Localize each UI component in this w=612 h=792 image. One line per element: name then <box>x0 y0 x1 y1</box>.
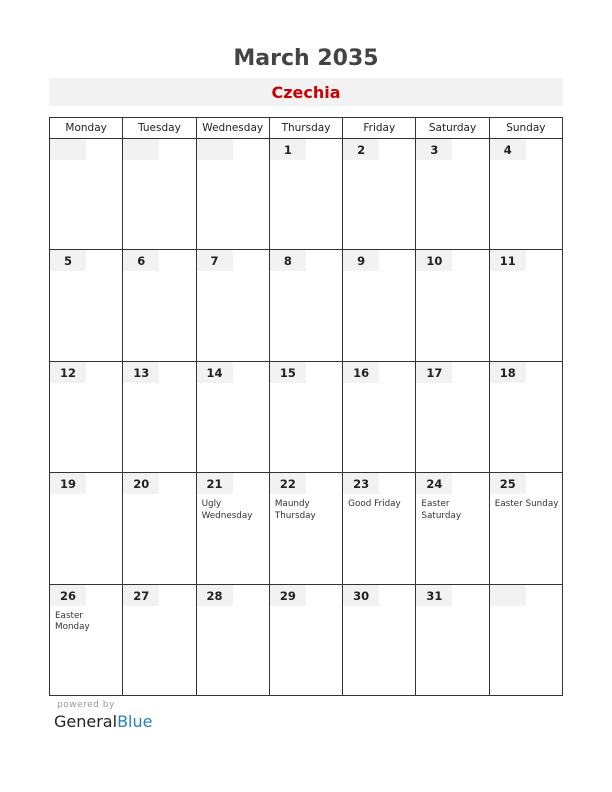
holiday-label: Good Friday <box>348 499 401 510</box>
day-number: 16 <box>353 365 370 380</box>
day-number: 22 <box>279 477 296 492</box>
calendar-day-cell <box>490 362 563 473</box>
day-number: 6 <box>137 254 146 269</box>
day-number: 23 <box>353 477 370 492</box>
calendar-day-cell <box>50 585 123 696</box>
calendar-day-cell <box>50 250 123 361</box>
calendar-day-cell <box>50 362 123 473</box>
holiday-label: Maundy Thursday <box>274 499 316 521</box>
day-number: 24 <box>426 477 443 492</box>
day-number: 19 <box>59 477 76 492</box>
weekday-header-wednesday: Wednesday <box>197 118 270 139</box>
day-number: 11 <box>499 254 516 269</box>
calendar-day-cell <box>490 473 563 584</box>
calendar-day-cell <box>50 473 123 584</box>
day-number: 5 <box>63 254 72 269</box>
day-number: 3 <box>430 143 439 157</box>
calendar-day-cell <box>343 473 416 584</box>
calendar-day-cell <box>416 585 489 696</box>
day-number: 14 <box>206 365 223 380</box>
calendar-day-cell <box>270 139 343 250</box>
day-number: 30 <box>353 588 370 603</box>
calendar-day-cell <box>343 585 416 696</box>
day-number: 9 <box>357 254 366 269</box>
weekday-header-sunday: Sunday <box>490 118 563 139</box>
calendar-day-cell <box>416 362 489 473</box>
calendar-day-cell <box>270 362 343 473</box>
calendar-day-cell <box>416 250 489 361</box>
calendar-day-cell <box>416 473 489 584</box>
calendar-day-cell <box>490 139 563 250</box>
calendar-day-cell <box>197 585 270 696</box>
calendar-day-cell <box>270 250 343 361</box>
day-number: 29 <box>279 588 296 603</box>
day-number: 1 <box>283 143 292 157</box>
footer-powered-by: powered by <box>57 700 115 710</box>
day-number: 7 <box>210 254 219 269</box>
footer-brand-logo <box>54 712 152 731</box>
calendar-day-cell <box>416 139 489 250</box>
day-number <box>123 139 159 160</box>
calendar-day-cell <box>197 362 270 473</box>
calendar-day-cell <box>123 585 196 696</box>
calendar-day-cell <box>343 139 416 250</box>
day-number: 21 <box>206 477 223 492</box>
calendar-day-cell <box>50 139 123 250</box>
day-number: 26 <box>59 588 76 603</box>
day-number: 27 <box>133 588 150 603</box>
calendar-day-cell <box>123 362 196 473</box>
weekday-header-monday: Monday <box>50 118 123 139</box>
holiday-label: Easter Monday <box>55 610 90 633</box>
day-number: 20 <box>133 477 150 492</box>
calendar-grid <box>49 117 563 696</box>
calendar-day-cell <box>197 250 270 361</box>
calendar-day-cell <box>197 473 270 584</box>
holiday-label: Ugly Wednesday <box>201 499 253 521</box>
day-number: 13 <box>133 365 150 380</box>
day-number: 25 <box>499 477 516 492</box>
holiday-label: Easter Sunday <box>494 499 559 510</box>
day-number: 28 <box>206 588 223 603</box>
day-number: 4 <box>503 143 512 157</box>
day-number: 12 <box>59 365 76 380</box>
weekday-header-tuesday: Tuesday <box>123 118 196 139</box>
country-name: Czechia <box>271 83 341 102</box>
calendar-day-cell <box>343 362 416 473</box>
calendar-day-cell <box>123 250 196 361</box>
page-title: March 2035 <box>233 46 379 71</box>
holiday-label: Easter Saturday <box>421 499 462 521</box>
weekday-header-thursday: Thursday <box>270 118 343 139</box>
calendar-day-cell <box>270 473 343 584</box>
weekday-header-saturday: Saturday <box>416 118 489 139</box>
calendar-day-cell <box>123 139 196 250</box>
brand-blue: Blue <box>117 712 153 731</box>
day-number: 15 <box>279 365 296 380</box>
weekday-header-friday: Friday <box>343 118 416 139</box>
day-number: 8 <box>283 254 292 269</box>
day-number <box>490 585 526 606</box>
day-number: 10 <box>426 254 443 269</box>
day-number: 2 <box>357 143 366 157</box>
day-number: 18 <box>499 365 516 380</box>
calendar-day-cell <box>490 250 563 361</box>
brand-general: General <box>54 712 118 731</box>
country-banner <box>49 78 563 106</box>
calendar-day-cell <box>123 473 196 584</box>
day-number <box>50 139 86 160</box>
day-number <box>197 139 233 160</box>
calendar-day-cell <box>490 585 563 696</box>
calendar-day-cell <box>197 139 270 250</box>
day-number: 17 <box>426 365 443 380</box>
day-number: 31 <box>426 588 443 603</box>
calendar-day-cell <box>343 250 416 361</box>
calendar-day-cell <box>270 585 343 696</box>
